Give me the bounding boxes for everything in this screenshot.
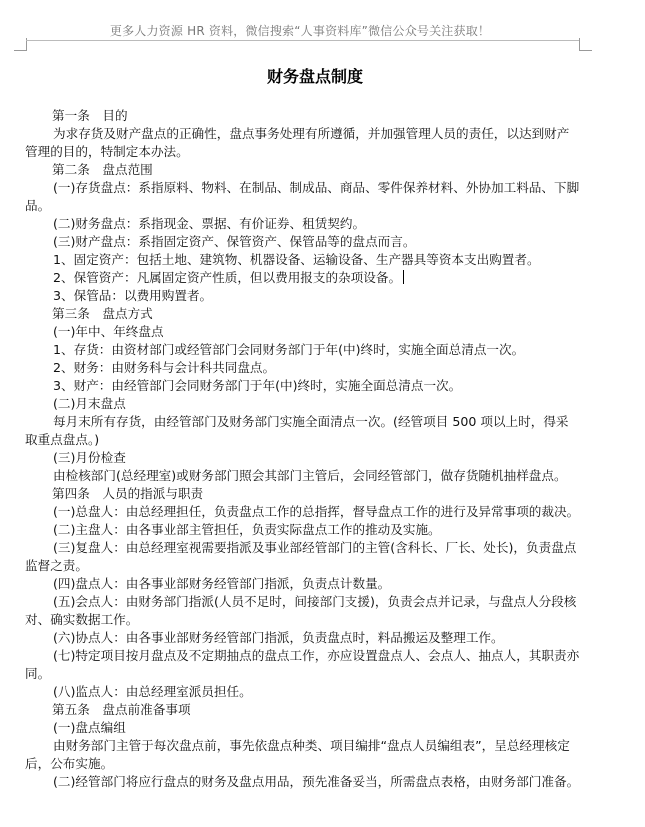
paragraph: 由检核部门(总经理室)或财务部门照会其部门主管后，会同经管部门，做存货随机抽样盘点。: [53, 468, 567, 483]
paragraph: (一)总盘人：由总经理担任，负责盘点工作的总指挥，督导盘点工作的进行及异常事项的裁决。: [53, 504, 580, 519]
section-heading: 第一条 目的: [52, 108, 128, 123]
paragraph: (三)财产盘点：系指固定资产、保管资产、保管品等的盘点而言。: [53, 234, 416, 249]
paragraph: 1、存货：由资材部门或经管部门会同财务部门于年(中)终时，实施全面总清点一次。: [53, 342, 525, 357]
paragraph: 3、保管品：以费用购置者。: [53, 288, 213, 303]
paragraph: (二)经管部门将应行盘点的财务及盘点用品，预先准备妥当，所需盘点表格，由财务部门准备。: [53, 774, 580, 789]
paragraph: (六)协点人：由各事业部财务经管部门指派，负责盘点时，料品搬运及整理工作。: [53, 630, 504, 645]
paragraph: 由财务部门主管于每次盘点前，事先依盘点种类、项目编排“盘点人员编组表”，呈总经理核定后，公布实施。: [25, 738, 570, 771]
margin-corner-mark-right: [579, 38, 592, 51]
section-heading: 第四条 人员的指派与职责: [52, 486, 204, 501]
paragraph: (二)主盘人：由各事业部主管担任，负责实际盘点工作的推动及实施。: [53, 522, 441, 537]
paragraph: 2、财务：由财务科与会计科共同盘点。: [53, 360, 276, 375]
paragraph: 为求存货及财产盘点的正确性，盘点事务处理有所遵循，并加强管理人员的责任，以达到财产管理的目的，特制定本办法。: [25, 126, 570, 159]
paragraph-text: 2、保管资产：凡属固定资产性质，但以费用报支的杂项设备。: [53, 270, 402, 285]
paragraph: (三)月份检查: [53, 450, 126, 465]
text-cursor: [403, 270, 404, 284]
document-body[interactable]: [25, 107, 580, 791]
section-heading: 第五条 盘点前准备事项: [52, 702, 191, 717]
document-title: 财务盘点制度: [266, 67, 363, 86]
paragraph: (四)盘点人：由各事业部财务经管部门指派，负责点计数量。: [53, 576, 391, 591]
section-heading: 第二条 盘点范围: [52, 162, 153, 177]
paragraph: (七)特定项目按月盘点及不定期抽点的盘点工作，亦应设置盘点人、会点人、抽点人，其职责亦同。: [25, 648, 580, 681]
paragraph: 3、财产：由经管部门会同财务部门于年(中)终时，实施全面总清点一次。: [53, 378, 462, 393]
paragraph: (一)盘点编组: [53, 720, 126, 735]
paragraph-with-cursor: [25, 269, 580, 287]
paragraph: (二)月末盘点: [53, 396, 126, 411]
header-banner: 更多人力资源 HR 资料，微信搜索“人事资料库”微信公众号关注获取！: [109, 24, 491, 38]
paragraph: (二)财务盘点：系指现金、票据、有价证券、租赁契约。: [53, 216, 366, 231]
paragraph: (一)年中、年终盘点: [53, 324, 164, 339]
paragraph: (一)存货盘点：系指原料、物料、在制品、制成品、商品、零件保养材料、外协加工料品、下脚品。: [25, 180, 580, 213]
paragraph: 每月末所有存货，由经管部门及财务部门实施全面清点一次。(经管项目 500 项以上时，得采取重点盘点。): [25, 414, 569, 447]
section-heading: 第三条 盘点方式: [52, 306, 153, 321]
paragraph: (三)复盘人：由总经理室视需要指派及事业部经管部门的主管(含科长、厂长、处长)，负责盘点监督之责。: [25, 540, 577, 573]
paragraph: (五)会点人：由财务部门指派(人员不足时，间接部门支援)，负责会点并记录，与盘点人分段核对、确实数据工作。: [25, 594, 577, 627]
header-divider: [26, 40, 579, 41]
paragraph: 1、固定资产：包括土地、建筑物、机器设备、运输设备、生产器具等资本支出购置者。: [53, 252, 540, 267]
paragraph: (八)监点人：由总经理室派员担任。: [53, 684, 252, 699]
